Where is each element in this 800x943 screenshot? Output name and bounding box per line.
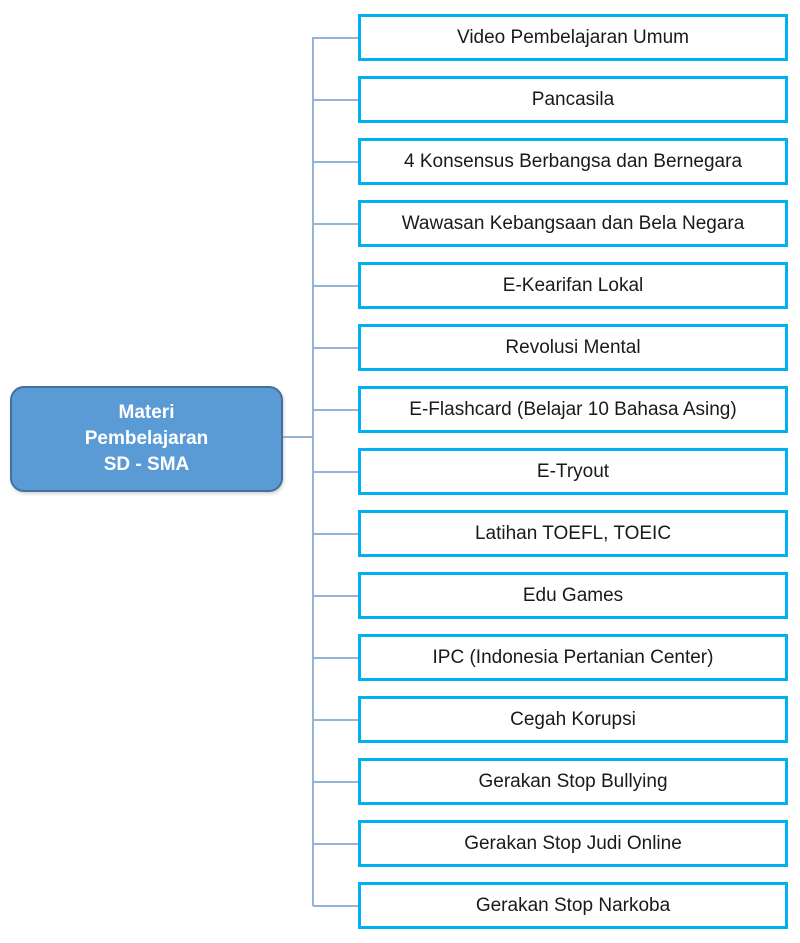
child-node-10 (358, 634, 788, 681)
child-node-11 (358, 696, 788, 743)
children-column (313, 14, 788, 929)
connector-branch (313, 843, 358, 845)
node-label: Pancasila (531, 88, 615, 110)
node-label: E-Flashcard (Belajar 10 Bahasa Asing) (409, 398, 737, 420)
node-label: Gerakan Stop Narkoba (475, 894, 671, 916)
tree-child-row (313, 386, 788, 433)
node-label: Edu Games (522, 584, 624, 606)
node-label: Cegah Korupsi (510, 708, 636, 730)
connector-branch (313, 533, 358, 535)
connector-branch (313, 781, 358, 783)
node-label: Wawasan Kebangsaan dan Bela Negara (401, 212, 745, 234)
connector-branch (313, 719, 358, 721)
root-node-label-line3: SD - SMA (103, 454, 190, 475)
connector-branch (313, 37, 358, 39)
child-node-1 (358, 76, 788, 123)
child-node-13 (358, 820, 788, 867)
child-node-2 (358, 138, 788, 185)
tree-child-row (313, 634, 788, 681)
tree-child-row (313, 696, 788, 743)
connector-branch (313, 905, 358, 907)
child-node-0 (358, 14, 788, 61)
connector-branch (313, 347, 358, 349)
node-label: 4 Konsensus Berbangsa dan Bernegara (403, 150, 743, 172)
child-node-9 (358, 572, 788, 619)
node-label: E-Tryout (536, 460, 610, 482)
node-label: Latihan TOEFL, TOEIC (474, 522, 672, 544)
connector-branch (313, 99, 358, 101)
connector-branch (313, 471, 358, 473)
tree-child-row (313, 882, 788, 929)
tree-child-row (313, 820, 788, 867)
child-node-6 (358, 386, 788, 433)
connector-branch (313, 223, 358, 225)
tree-child-row (313, 14, 788, 61)
child-node-12 (358, 758, 788, 805)
connector-root-branch (283, 436, 313, 438)
child-node-3 (358, 200, 788, 247)
child-node-5 (358, 324, 788, 371)
connector-branch (313, 409, 358, 411)
connector-branch (313, 285, 358, 287)
tree-child-row (313, 76, 788, 123)
node-label: Video Pembelajaran Umum (457, 26, 689, 48)
root-node-label-line1: Materi (118, 401, 175, 423)
connector-branch (313, 161, 358, 163)
tree-child-row (313, 758, 788, 805)
child-node-4 (358, 262, 788, 309)
child-node-7 (358, 448, 788, 495)
node-label: Gerakan Stop Bullying (478, 770, 668, 792)
tree-child-row (313, 448, 788, 495)
child-node-8 (358, 510, 788, 557)
tree-child-row (313, 510, 788, 557)
tree-child-row (313, 324, 788, 371)
connector-branch (313, 657, 358, 659)
tree-child-row (313, 262, 788, 309)
node-label: E-Kearifan Lokal (502, 274, 644, 296)
root-node-label-line2: Pembelajaran (84, 427, 209, 449)
tree-child-row (313, 572, 788, 619)
tree-child-row (313, 200, 788, 247)
node-label: Revolusi Mental (505, 336, 641, 358)
tree-child-row (313, 138, 788, 185)
child-node-14 (358, 882, 788, 929)
node-label: IPC (Indonesia Pertanian Center) (432, 646, 714, 668)
node-label: Gerakan Stop Judi Online (464, 832, 682, 854)
root-node-materi-pembelajaran (10, 386, 283, 492)
connector-branch (313, 595, 358, 597)
